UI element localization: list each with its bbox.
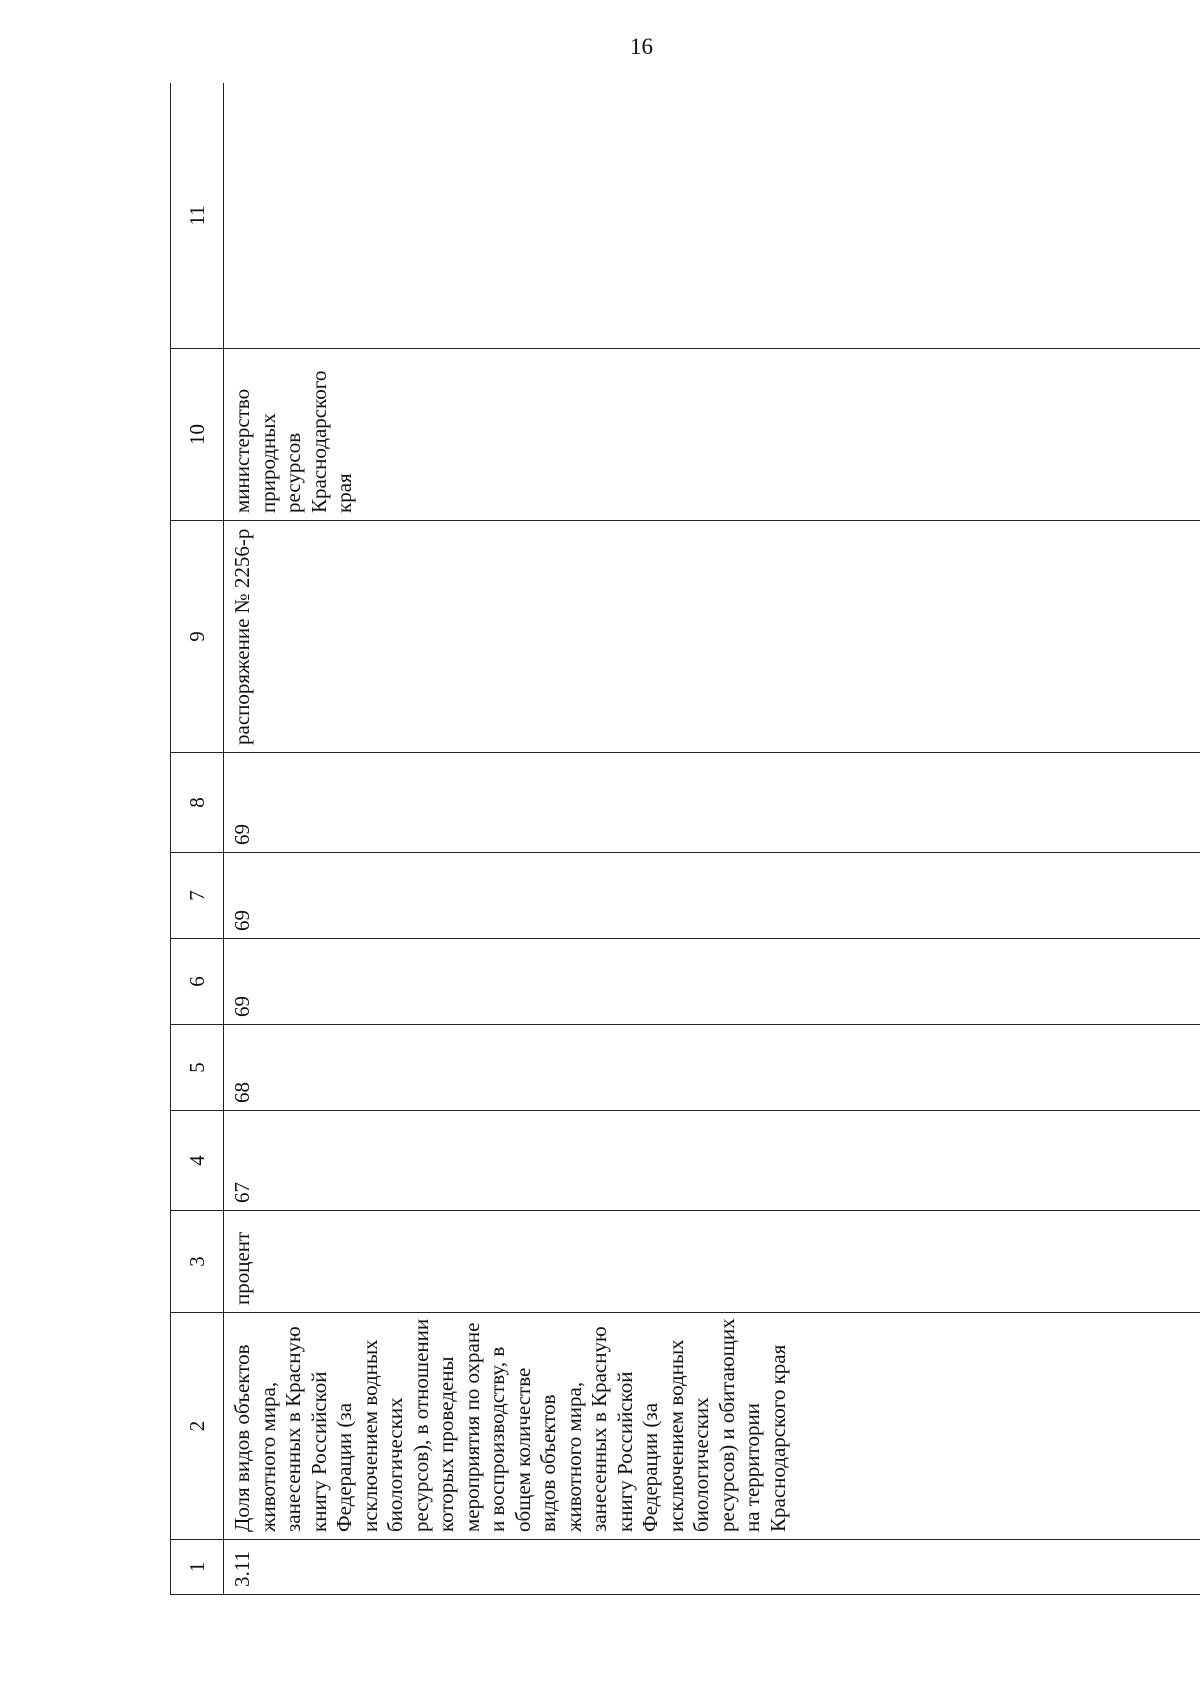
cell-value-4: 67 — [224, 1111, 1200, 1211]
table-row — [224, 83, 1200, 1595]
cell-value-7: 69 — [224, 853, 1200, 939]
header-col-2: 2 — [171, 1313, 224, 1540]
cell-value-6: 69 — [224, 939, 1200, 1025]
header-col-10: 10 — [171, 349, 224, 521]
cell-col-11 — [224, 83, 1200, 349]
cell-responsible: министерство природных ресурсов Краснодарского края — [224, 349, 1200, 521]
indicators-table — [170, 83, 1200, 1595]
header-row — [171, 83, 224, 1595]
header-col-8: 8 — [171, 753, 224, 853]
cell-unit: процент — [224, 1211, 1200, 1313]
header-col-3: 3 — [171, 1211, 224, 1313]
cell-document: распоряжение № 2256-р — [224, 521, 1200, 753]
header-col-11: 11 — [171, 83, 224, 349]
page-number: 16 — [630, 34, 653, 59]
header-col-7: 7 — [171, 853, 224, 939]
cell-value-5: 68 — [224, 1025, 1200, 1111]
header-col-1: 1 — [171, 1540, 224, 1595]
rotated-table-area — [170, 83, 1200, 1595]
cell-row-number: 3.11 — [224, 1540, 1200, 1595]
header-col-6: 6 — [171, 939, 224, 1025]
cell-indicator-name: Доля видов объектов животного мира, занесенных в Красную книгу Российской Федерации (за исключением водных биологических ресурсов), в отношении которых проведены мероприятия по охране и воспроизводству, в общем количестве видов объектов животного мира, занесенных в Красную книгу Российской Федерации (за исключением водных биологических ресурсов) и обитающих на территории Краснодарского края — [224, 1313, 1200, 1540]
header-col-4: 4 — [171, 1111, 224, 1211]
header-col-9: 9 — [171, 521, 224, 753]
cell-value-8: 69 — [224, 753, 1200, 853]
header-col-5: 5 — [171, 1025, 224, 1111]
rotated-table-container — [170, 83, 1200, 1595]
